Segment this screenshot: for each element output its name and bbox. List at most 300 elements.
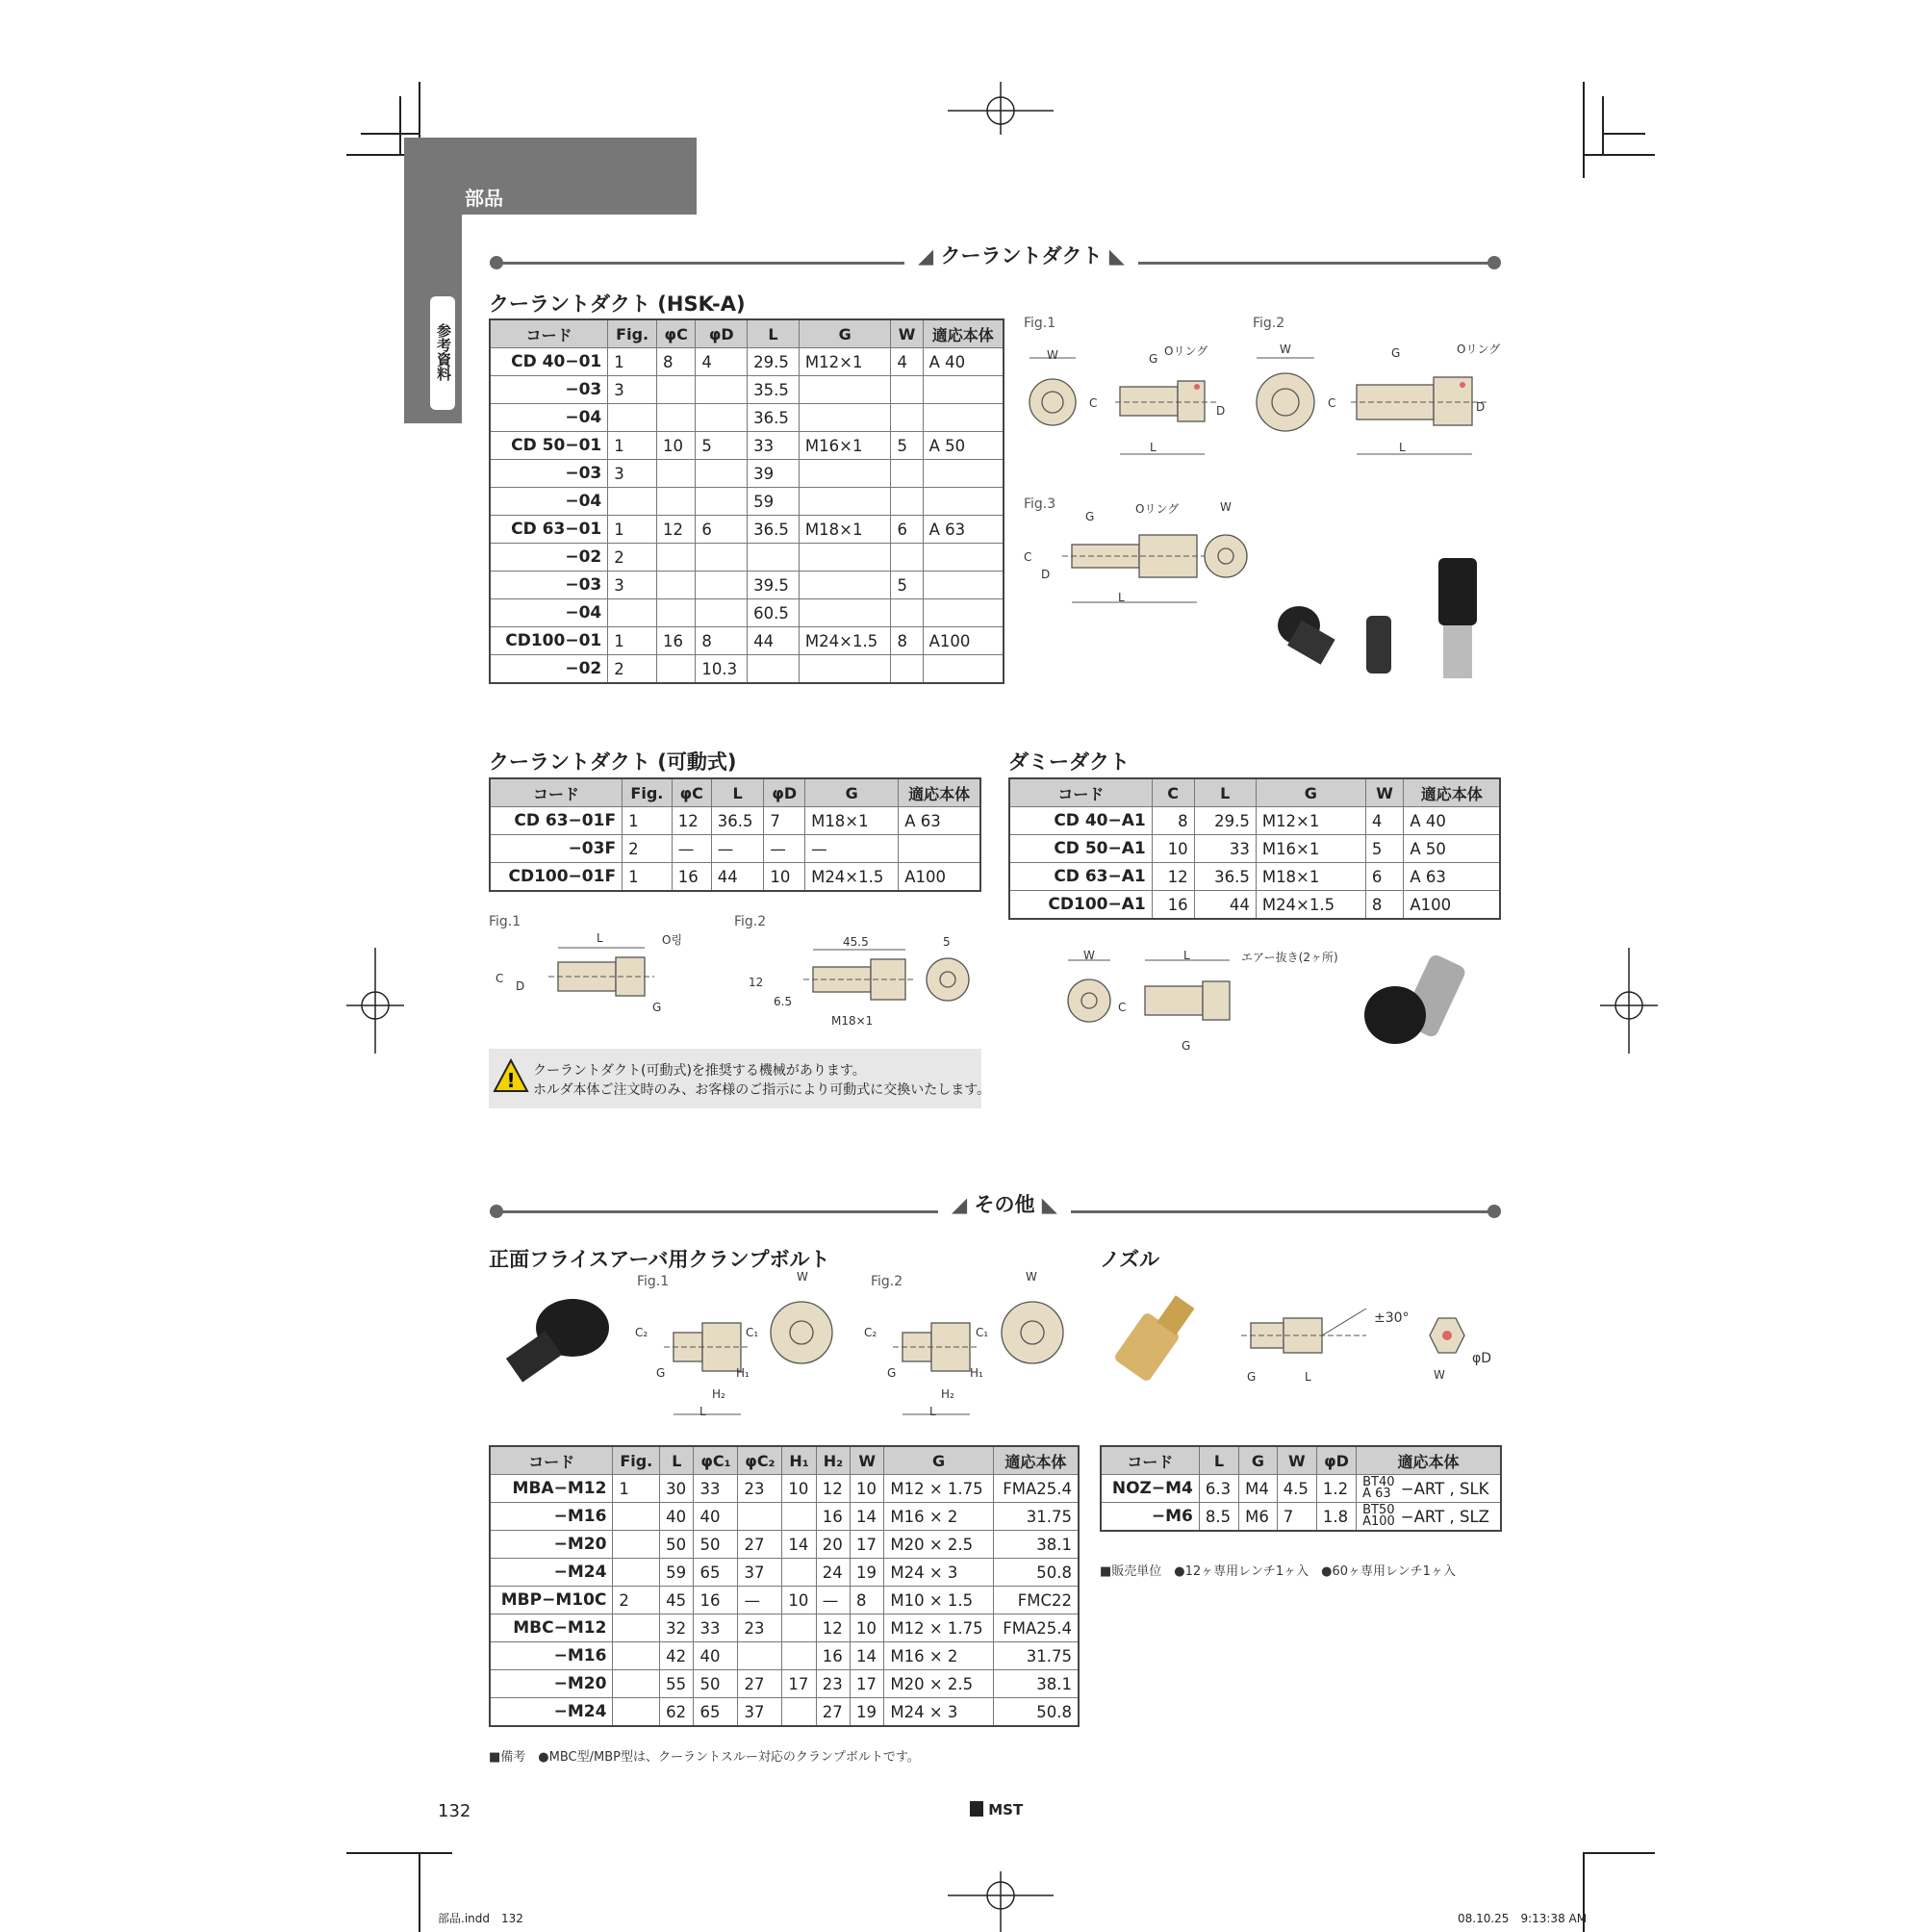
value-cell: [696, 572, 748, 599]
table-row: [490, 348, 1004, 376]
value-cell: 37: [738, 1698, 782, 1727]
value-cell: M24×1.5: [1256, 891, 1365, 920]
table-row: [490, 460, 1004, 488]
code-cell: −02: [490, 655, 608, 684]
value-cell: 33: [748, 432, 800, 460]
value-cell: [657, 655, 696, 684]
dim-oring: Oリング: [1457, 343, 1501, 356]
code-cell: CD 63−A1: [1009, 863, 1152, 891]
value-cell: [891, 460, 923, 488]
dim-W: W: [1220, 500, 1232, 514]
column-header: Fig.: [613, 1446, 660, 1475]
column-header: コード: [1101, 1446, 1199, 1475]
code-cell: −M16: [490, 1503, 613, 1531]
table-row: [490, 1587, 1079, 1614]
value-cell: 4: [891, 348, 923, 376]
column-header: コード: [490, 319, 608, 348]
value-cell: 24: [816, 1559, 850, 1587]
value-cell: [696, 488, 748, 516]
value-cell: 8: [1152, 807, 1194, 835]
dim-H2: H₂: [712, 1387, 725, 1401]
value-cell: [799, 460, 891, 488]
value-cell: M10 × 1.5: [884, 1587, 994, 1614]
dim-G: G: [1247, 1370, 1257, 1384]
code-cell: MBA−M12: [490, 1475, 613, 1503]
code-cell: MBP−M10C: [490, 1587, 613, 1614]
value-cell: M18×1: [1256, 863, 1365, 891]
dim-G: G: [1085, 510, 1095, 523]
section-label: 部品: [465, 187, 503, 210]
table-row: [490, 404, 1004, 432]
code-cell: −04: [490, 599, 608, 627]
crop-mark: [399, 96, 401, 154]
table-row: [490, 627, 1004, 655]
value-cell: A 50: [923, 432, 1004, 460]
column-header: Fig.: [608, 319, 657, 348]
column-header: φC₁: [694, 1446, 738, 1475]
bolt-table: [489, 1445, 1080, 1727]
value-cell: [613, 1559, 660, 1587]
value-cell: [891, 655, 923, 684]
fig-label: Fig.2: [1253, 316, 1285, 331]
table-row: [490, 863, 980, 892]
value-cell: [608, 404, 657, 432]
value-cell: [799, 544, 891, 572]
value-cell: [613, 1614, 660, 1642]
value-cell: 12: [816, 1614, 850, 1642]
column-header: φC: [657, 319, 696, 348]
dim-12: 12: [749, 976, 764, 989]
value-cell: 3: [608, 376, 657, 404]
value-cell: [923, 376, 1004, 404]
value-cell: 10: [1152, 835, 1194, 863]
value-cell: 1: [608, 516, 657, 544]
value-cell: M24 × 3: [884, 1559, 994, 1587]
value-cell: 33: [694, 1614, 738, 1642]
value-cell: 42: [660, 1642, 694, 1670]
value-cell: M20 × 2.5: [884, 1531, 994, 1559]
dim-C2: C₂: [635, 1326, 648, 1339]
crop-mark: [419, 1852, 420, 1932]
dim-C1: C₁: [746, 1326, 759, 1339]
value-cell: 16: [1152, 891, 1194, 920]
nozzle-title: ノズル: [1100, 1248, 1160, 1271]
value-cell: 45: [660, 1587, 694, 1614]
value-cell: 50: [694, 1531, 738, 1559]
value-cell: [657, 544, 696, 572]
value-cell: M24×1.5: [805, 863, 899, 892]
value-cell: 5: [696, 432, 748, 460]
file-info: 部品.indd 132: [438, 1912, 523, 1925]
value-cell: M16 × 2: [884, 1642, 994, 1670]
value-cell: 4.5: [1277, 1475, 1316, 1503]
value-cell: 12: [816, 1475, 850, 1503]
value-cell: [923, 572, 1004, 599]
dim-L: L: [929, 1405, 936, 1418]
dim-H2: H₂: [941, 1387, 954, 1401]
value-cell: 10: [764, 863, 805, 892]
value-cell: 2: [608, 544, 657, 572]
column-header: G: [1239, 1446, 1278, 1475]
value-cell: M12 × 1.75: [884, 1614, 994, 1642]
value-cell: 60.5: [748, 599, 800, 627]
table-row: [490, 1503, 1079, 1531]
code-cell: −04: [490, 404, 608, 432]
column-header: G: [805, 778, 899, 807]
value-cell: 39.5: [748, 572, 800, 599]
value-cell: A 63: [923, 516, 1004, 544]
value-cell: A 63: [1404, 863, 1500, 891]
crop-mark: [1602, 96, 1604, 154]
side-tab-label: 参考資料: [435, 323, 452, 381]
warning-line2: ホルダ本体ご注文時のみ、お客様のご指示により可動式に交換いたします。: [533, 1082, 991, 1098]
value-cell: 36.5: [711, 807, 764, 835]
value-cell: 10: [851, 1475, 884, 1503]
value-cell: [657, 488, 696, 516]
value-cell: 65: [694, 1698, 738, 1727]
value-cell: A100: [923, 627, 1004, 655]
value-cell: [696, 404, 748, 432]
warning-line1: クーラントダクト(可動式)を推奨する機械があります。: [533, 1063, 866, 1079]
rule-dot: [1487, 256, 1501, 269]
table-row: [490, 835, 980, 863]
value-cell: 1.2: [1316, 1475, 1356, 1503]
dim-L: L: [699, 1405, 706, 1418]
value-cell: 23: [738, 1475, 782, 1503]
section-title-text: クーラントダクト: [940, 244, 1103, 267]
code-cell: CD 63−01F: [490, 807, 623, 835]
column-header: C: [1152, 778, 1194, 807]
rule-dot: [1487, 1205, 1501, 1218]
value-cell: 33: [1194, 835, 1256, 863]
value-cell: [923, 404, 1004, 432]
value-cell: 27: [816, 1698, 850, 1727]
value-cell: 12: [672, 807, 711, 835]
table-row: [1009, 835, 1500, 863]
value-cell: 8: [851, 1587, 884, 1614]
hsk-fig3-drawing: [1024, 516, 1274, 612]
dim-air: エアー抜き(2ヶ所): [1241, 951, 1338, 964]
value-cell: [891, 599, 923, 627]
column-header: H₂: [816, 1446, 850, 1475]
column-header: φD: [696, 319, 748, 348]
column-header: W: [851, 1446, 884, 1475]
value-cell: −ART , SLZ: [1401, 1503, 1501, 1532]
value-cell: 40: [694, 1642, 738, 1670]
dim-W: W: [1280, 343, 1291, 356]
value-cell: A100: [1404, 891, 1500, 920]
brand-logo: [970, 1801, 1023, 1818]
value-cell: M6: [1239, 1503, 1278, 1532]
value-cell: 19: [851, 1698, 884, 1727]
value-cell: 23: [738, 1614, 782, 1642]
code-cell: −03: [490, 376, 608, 404]
dim-L: L: [1305, 1370, 1311, 1384]
column-header: φC: [672, 778, 711, 807]
dim-C: C: [1089, 396, 1098, 410]
dummy-photo: [1347, 948, 1482, 1054]
code-cell: CD 50−A1: [1009, 835, 1152, 863]
code-cell: −M24: [490, 1698, 613, 1727]
value-cell: [799, 488, 891, 516]
code-cell: −03: [490, 572, 608, 599]
value-cell: 2: [608, 655, 657, 684]
table-row: [490, 655, 1004, 684]
dim-G: G: [1391, 346, 1401, 360]
value-cell: 50: [660, 1531, 694, 1559]
value-cell: 16: [816, 1642, 850, 1670]
code-cell: MBC−M12: [490, 1614, 613, 1642]
crop-mark: [346, 1852, 452, 1854]
value-cell: 16: [672, 863, 711, 892]
value-cell: 38.1: [993, 1670, 1079, 1698]
value-cell: 16: [816, 1503, 850, 1531]
value-cell: [657, 460, 696, 488]
value-cell: M24×1.5: [799, 627, 891, 655]
value-cell: [613, 1531, 660, 1559]
dim-45-5: 45.5: [843, 935, 869, 949]
value-cell: —: [816, 1587, 850, 1614]
dim-D: D: [1216, 404, 1226, 418]
value-cell: [613, 1670, 660, 1698]
column-header: コード: [490, 778, 623, 807]
section-title-coolant: ◢ クーラントダクト ◣: [904, 241, 1138, 269]
value-cell: A 40: [1404, 807, 1500, 835]
dim-W: W: [1047, 348, 1058, 362]
code-cell: CD100−A1: [1009, 891, 1152, 920]
value-cell: [657, 572, 696, 599]
value-cell: 10.3: [696, 655, 748, 684]
value-cell: 40: [694, 1503, 738, 1531]
value-cell: M24 × 3: [884, 1698, 994, 1727]
value-cell: 17: [851, 1531, 884, 1559]
code-cell: −04: [490, 488, 608, 516]
value-cell: 31.75: [993, 1642, 1079, 1670]
value-cell: [738, 1642, 782, 1670]
registration-mark: [948, 82, 1054, 140]
value-cell: 44: [711, 863, 764, 892]
value-cell: [799, 599, 891, 627]
table-row: [490, 1670, 1079, 1698]
crop-mark: [1583, 154, 1655, 156]
dim-oring: O링: [662, 933, 683, 947]
table-row: [490, 516, 1004, 544]
value-cell: [748, 655, 800, 684]
column-header: Fig.: [623, 778, 673, 807]
column-header: コード: [490, 1446, 613, 1475]
value-cell: [782, 1559, 816, 1587]
dim-6-5: 6.5: [774, 995, 793, 1008]
value-cell: 7: [1277, 1503, 1316, 1532]
value-cell: [782, 1698, 816, 1727]
value-cell: 50.8: [993, 1559, 1079, 1587]
code-cell: −M24: [490, 1559, 613, 1587]
value-cell: 1: [608, 627, 657, 655]
table-row: [490, 376, 1004, 404]
column-header: L: [660, 1446, 694, 1475]
dim-G: G: [656, 1366, 666, 1380]
value-cell: 20: [816, 1531, 850, 1559]
value-cell: 27: [738, 1670, 782, 1698]
value-cell: 10: [851, 1614, 884, 1642]
table-row: [490, 807, 980, 835]
value-cell: [748, 544, 800, 572]
column-header: コード: [1009, 778, 1152, 807]
value-cell: 1: [608, 348, 657, 376]
value-cell: 16: [694, 1587, 738, 1614]
hsk-title: クーラントダクト (HSK-A): [489, 292, 746, 316]
value-cell: A 50: [1404, 835, 1500, 863]
value-cell: A 40: [923, 348, 1004, 376]
nozzle-drawing: [1241, 1289, 1501, 1395]
value-cell: 39: [748, 460, 800, 488]
movable-title: クーラントダクト (可動式): [489, 750, 737, 774]
value-cell: [891, 376, 923, 404]
column-header: 適応本体: [1357, 1446, 1501, 1475]
dim-L: L: [1399, 441, 1406, 454]
value-cell: —: [805, 835, 899, 863]
code-cell: CD 63−01: [490, 516, 608, 544]
value-cell: M12×1: [1256, 807, 1365, 835]
registration-mark: [1600, 948, 1658, 1054]
dim-L: L: [1150, 441, 1157, 454]
value-cell: M16 × 2: [884, 1503, 994, 1531]
table-row: [490, 488, 1004, 516]
value-cell: 8: [696, 627, 748, 655]
dim-D: D: [1476, 400, 1486, 414]
movable-table: [489, 777, 981, 892]
bolt-note: ■備考 ●MBC型/MBP型は、クーラントスルー対応のクランプボルトです。: [489, 1750, 920, 1765]
warning-icon: [493, 1058, 529, 1093]
section-title-other: ◢ その他 ◣: [938, 1189, 1071, 1218]
value-cell: —: [711, 835, 764, 863]
dim-phiD: φD: [1472, 1351, 1492, 1366]
value-cell: 37: [738, 1559, 782, 1587]
value-cell: [613, 1503, 660, 1531]
value-cell: 59: [660, 1559, 694, 1587]
fig-label: Fig.1: [1024, 316, 1056, 331]
table-row: [490, 544, 1004, 572]
value-cell: BT40 A 63: [1357, 1475, 1401, 1503]
value-cell: 16: [657, 627, 696, 655]
dim-m18: M18×1: [831, 1014, 874, 1028]
nozzle-photo: [1097, 1289, 1212, 1395]
value-cell: 14: [851, 1503, 884, 1531]
value-cell: 8: [1365, 891, 1404, 920]
code-cell: CD100−01F: [490, 863, 623, 892]
value-cell: [899, 835, 980, 863]
svg-text:!: !: [506, 1069, 516, 1092]
column-header: W: [891, 319, 923, 348]
value-cell: [696, 460, 748, 488]
dim-H1: H₁: [736, 1366, 750, 1380]
table-row: [490, 599, 1004, 627]
value-cell: [657, 404, 696, 432]
column-header: 適応本体: [899, 778, 980, 807]
registration-mark: [948, 1867, 1054, 1932]
column-header: G: [1256, 778, 1365, 807]
value-cell: 50.8: [993, 1698, 1079, 1727]
value-cell: A100: [899, 863, 980, 892]
value-cell: BT50 A100: [1357, 1503, 1401, 1532]
value-cell: [696, 376, 748, 404]
dim-L: L: [1118, 591, 1125, 604]
fig-label: Fig.2: [734, 914, 767, 929]
code-cell: CD 50−01: [490, 432, 608, 460]
table-row: [1009, 807, 1500, 835]
column-header: 適応本体: [1404, 778, 1500, 807]
value-cell: 3: [608, 572, 657, 599]
code-cell: −03F: [490, 835, 623, 863]
dim-C1: C₁: [976, 1326, 989, 1339]
crop-mark: [361, 133, 419, 135]
value-cell: 5: [891, 572, 923, 599]
table-row: [490, 1531, 1079, 1559]
code-cell: −M20: [490, 1531, 613, 1559]
dim-D: D: [516, 979, 525, 993]
value-cell: [782, 1503, 816, 1531]
bolt-photo: [500, 1289, 616, 1395]
value-cell: 44: [748, 627, 800, 655]
value-cell: 30: [660, 1475, 694, 1503]
bolt-fig2-drawing: [869, 1289, 1090, 1424]
value-cell: 1: [623, 863, 673, 892]
value-cell: 23: [816, 1670, 850, 1698]
value-cell: 6: [696, 516, 748, 544]
table-row: [490, 1559, 1079, 1587]
nozzle-note: ■販売単位 ●12ヶ専用レンチ1ヶ入 ●60ヶ専用レンチ1ヶ入: [1100, 1564, 1456, 1579]
fig-label: Fig.1: [637, 1274, 670, 1289]
table-row: [490, 432, 1004, 460]
column-header: W: [1277, 1446, 1316, 1475]
table-row: [1101, 1475, 1501, 1503]
hsk-table: [489, 318, 1004, 684]
code-cell: −03: [490, 460, 608, 488]
value-cell: 10: [782, 1587, 816, 1614]
value-cell: 5: [1365, 835, 1404, 863]
value-cell: 31.75: [993, 1503, 1079, 1531]
value-cell: 1.8: [1316, 1503, 1356, 1532]
value-cell: [657, 376, 696, 404]
value-cell: 4: [1365, 807, 1404, 835]
nozzle-table: [1100, 1445, 1502, 1532]
value-cell: FMC22: [993, 1587, 1079, 1614]
dim-oring: Oリング: [1164, 344, 1208, 358]
dim-G: G: [652, 1001, 662, 1014]
value-cell: 2: [613, 1587, 660, 1614]
column-header: G: [799, 319, 891, 348]
value-cell: 10: [657, 432, 696, 460]
table-row: [490, 1642, 1079, 1670]
value-cell: [923, 599, 1004, 627]
value-cell: 62: [660, 1698, 694, 1727]
crop-mark: [1583, 1852, 1655, 1854]
value-cell: [613, 1642, 660, 1670]
fig-label: Fig.1: [489, 914, 521, 929]
rule-dot: [490, 256, 503, 269]
code-cell: CD 40−A1: [1009, 807, 1152, 835]
value-cell: [782, 1642, 816, 1670]
value-cell: 50: [694, 1670, 738, 1698]
value-cell: A 63: [899, 807, 980, 835]
value-cell: 36.5: [748, 516, 800, 544]
registration-mark: [346, 948, 404, 1054]
dim-C: C: [1118, 1001, 1127, 1014]
value-cell: [923, 460, 1004, 488]
fig-label: Fig.2: [871, 1274, 903, 1289]
dim-angle: ±30°: [1374, 1310, 1410, 1326]
code-cell: −M20: [490, 1670, 613, 1698]
